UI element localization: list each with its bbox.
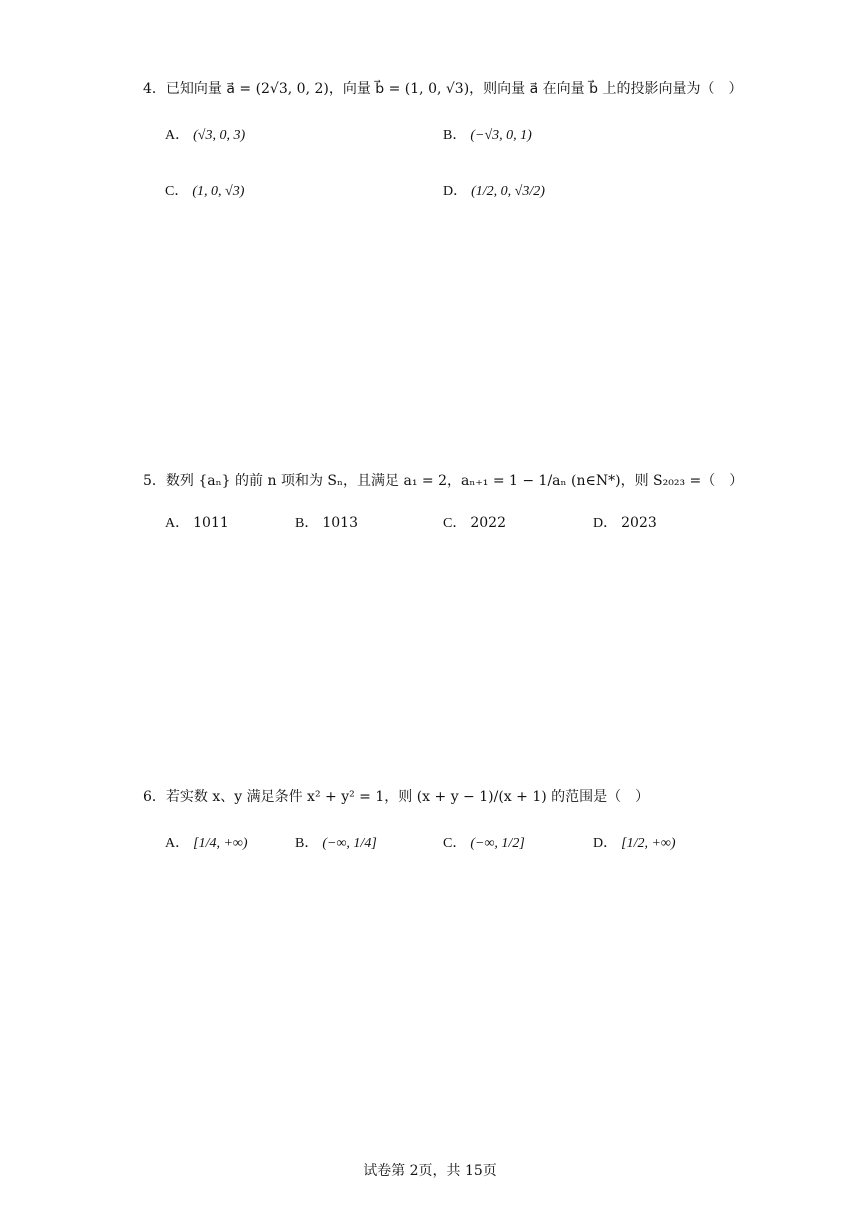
option-text: 1011 <box>193 515 229 531</box>
option-letter: D． <box>593 516 618 531</box>
option-text: (−∞, 1/4] <box>322 836 377 851</box>
question-4-option-b <box>443 124 532 147</box>
question-4-option-c <box>165 180 244 203</box>
question-5-option-c <box>443 512 506 535</box>
option-letter: B． <box>295 516 319 531</box>
option-text: (−√3, 0, 1) <box>470 128 532 143</box>
question-5-option-d <box>593 512 657 535</box>
option-text: [1/4, +∞) <box>193 836 248 851</box>
option-letter: C． <box>443 516 467 531</box>
option-letter: C． <box>165 184 189 199</box>
option-letter: B． <box>443 128 467 143</box>
option-letter: D． <box>443 184 468 199</box>
option-text: 1013 <box>322 515 358 531</box>
question-4-option-a <box>165 124 245 147</box>
question-6-option-b <box>295 832 377 855</box>
question-5-option-b <box>295 512 358 535</box>
question-6-option-a <box>165 832 248 855</box>
option-text: (−∞, 1/2] <box>470 836 525 851</box>
page-footer: 试卷第 2页，共 15页 <box>363 1163 497 1179</box>
question-5-stem: 5．数列 {aₙ} 的前 n 项和为 Sₙ，且满足 a₁ = 2，aₙ₊₁ = 1 − 1/aₙ (n∈N*)，则 S₂₀₂₃ =（ ） <box>143 473 744 489</box>
option-letter: A． <box>165 128 190 143</box>
question-4-option-d <box>443 180 545 203</box>
option-text: (√3, 0, 3) <box>193 128 246 143</box>
option-text: [1/2, +∞) <box>621 836 676 851</box>
question-6-option-c <box>443 832 525 855</box>
option-letter: D． <box>593 836 618 851</box>
option-text: (1/2, 0, √3/2) <box>471 184 545 199</box>
option-letter: A． <box>165 836 190 851</box>
option-letter: C． <box>443 836 467 851</box>
question-5-option-a <box>165 512 229 535</box>
option-text: 2023 <box>621 515 657 531</box>
option-text: (1, 0, √3) <box>192 184 245 199</box>
question-6-option-d <box>593 832 676 855</box>
question-6-stem: 6．若实数 x、y 满足条件 x² + y² = 1，则 (x + y − 1)/(x + 1) 的范围是（ ） <box>143 789 650 805</box>
option-text: 2022 <box>470 515 506 531</box>
option-letter: A． <box>165 516 190 531</box>
question-4-stem: 4．已知向量 a⃗ = (2√3, 0, 2)，向量 b⃗ = (1, 0, √3)，则向量 a⃗ 在向量 b⃗ 上的投影向量为（ ） <box>143 81 743 97</box>
option-letter: B． <box>295 836 319 851</box>
